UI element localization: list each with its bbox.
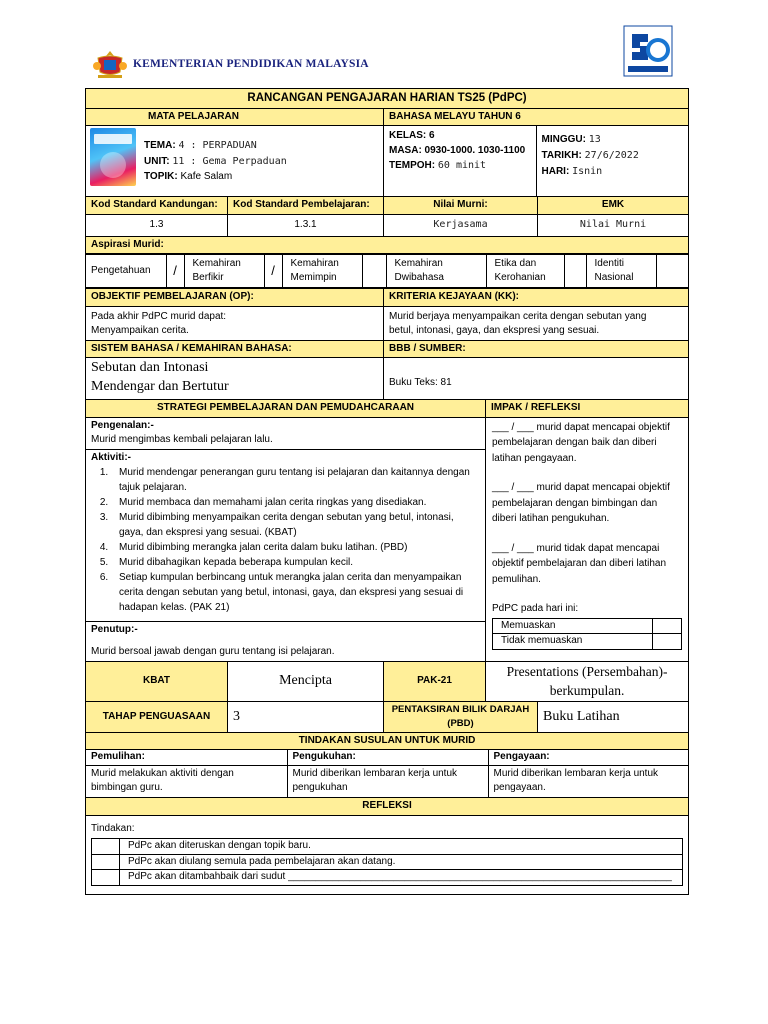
ksp-label: Kod Standard Pembelajaran: bbox=[228, 197, 384, 215]
aspirasi-item: Kemahiran Berfikir bbox=[184, 255, 264, 288]
kbat-label: KBAT bbox=[86, 661, 228, 702]
nilai-label: Nilai Murni: bbox=[384, 197, 538, 215]
aktiviti-item: 5. Murid dibahagikan kepada beberapa kumpulan kecil. bbox=[111, 555, 480, 570]
tindakan-checkbox[interactable] bbox=[92, 870, 120, 886]
refleksi-label: REFLEKSI bbox=[86, 798, 689, 816]
kk-text-2: betul, intonasi, gaya, dan ekspresi yang sesuai. bbox=[389, 325, 600, 337]
tema-label: TEMA: bbox=[144, 140, 176, 152]
topik-value: Kafe Salam bbox=[180, 171, 233, 183]
pemulihan-label: Pemulihan: bbox=[86, 750, 287, 765]
tidak-memuaskan-checkbox[interactable] bbox=[653, 634, 682, 650]
penutup-label: Penutup:- bbox=[91, 623, 138, 635]
pengayaan-text: Murid diberikan lembaran kerja untuk pengayaan. bbox=[488, 765, 689, 797]
bbb-value: Buku Teks: 81 bbox=[384, 358, 689, 400]
minggu-value: 13 bbox=[588, 134, 601, 146]
ksk-value: 1.3 bbox=[86, 214, 228, 236]
tahap-value: 3 bbox=[228, 702, 384, 733]
emk-label: EMK bbox=[538, 197, 689, 215]
pengayaan-label: Pengayaan: bbox=[488, 750, 689, 765]
page-title: RANCANGAN PENGAJARAN HARIAN TS25 (PdPC) bbox=[86, 89, 689, 109]
tahap-label: TAHAP PENGUASAAN bbox=[86, 702, 228, 733]
impak-label: IMPAK / REFLEKSI bbox=[486, 400, 689, 418]
strategi-label: STRATEGI PEMBELAJARAN DAN PEMUDAHCARAAN bbox=[86, 400, 486, 418]
objektif-text-2: Menyampaikan cerita. bbox=[91, 325, 189, 337]
tema-value: 4 : PERPADUAN bbox=[178, 140, 257, 152]
aspirasi-item: Kemahiran Memimpin bbox=[282, 255, 362, 288]
impak-text-1: ___ / ___ murid dapat mencapai objektif pembelajaran dengan baik dan diberi latihan pengayaan. bbox=[492, 421, 670, 464]
aspirasi-mark bbox=[362, 255, 386, 288]
pengukuhan-label: Pengukuhan: bbox=[287, 750, 488, 765]
pdpc-status-table bbox=[492, 618, 682, 650]
sistem-line-2: Mendengar dan Bertutur bbox=[91, 379, 229, 395]
aktiviti-item: 2. Murid membaca dan memahami jalan cerita ringkas yang disediakan. bbox=[111, 495, 480, 510]
objektif-text-1: Pada akhir PdPC murid dapat: bbox=[91, 310, 227, 322]
ksp-value: 1.3.1 bbox=[228, 214, 384, 236]
pak-value: Presentations (Persembahan)- berkumpulan. bbox=[486, 661, 689, 702]
aktiviti-item: 4. Murid dibimbing merangka jalan cerita dalam buku latihan. (PBD) bbox=[111, 540, 480, 555]
pengenalan-label: Pengenalan:- bbox=[91, 419, 154, 431]
hari-value: Isnin bbox=[572, 166, 603, 178]
susulan-label: TINDAKAN SUSULAN UNTUK MURID bbox=[86, 732, 689, 750]
penutup-text: Murid bersoal jawab dengan guru tentang isi pelajaran. bbox=[91, 646, 335, 658]
pbd-value: Buku Latihan bbox=[538, 702, 689, 733]
sistem-label: SISTEM BAHASA / KEMAHIRAN BAHASA: bbox=[86, 340, 384, 358]
sistem-line-1: Sebutan dan Intonasi bbox=[91, 360, 209, 376]
aspirasi-item: Identiti Nasional bbox=[586, 255, 656, 288]
aktiviti-item: 6. Setiap kumpulan berbincang untuk merangka jalan cerita dan menyampaikan cerita dengan sebutan yang betul, intonasi, gaya, dan ekspresi yang sesuai di hadapan kelas. (PAK 21) bbox=[111, 570, 480, 615]
ksk-label: Kod Standard Kandungan: bbox=[86, 197, 228, 215]
malaysia-crest-icon bbox=[92, 50, 128, 80]
page-header bbox=[0, 0, 768, 88]
lesson-plan-table bbox=[85, 88, 689, 895]
tindakan-option: PdPc akan diteruskan dengan topik baru. bbox=[120, 839, 683, 855]
aktiviti-item: 1. Murid mendengar penerangan guru tentang isi pelajaran dan kaitannya dengan tajuk pelajaran. bbox=[111, 465, 480, 495]
impak-text-3: ___ / ___ murid tidak dapat mencapai objektif pembelajaran dan diberi latihan pemulihan. bbox=[492, 542, 667, 585]
tindakan-options bbox=[91, 838, 683, 886]
tindakan-option: PdPc akan ditambahbaik dari sudut _____________________________________________________________________ bbox=[120, 870, 683, 886]
memuaskan-option: Memuaskan bbox=[493, 618, 653, 634]
aspirasi-item: Etika dan Kerohanian bbox=[486, 255, 564, 288]
kk-label: KRITERIA KEJAYAAN (KK): bbox=[384, 289, 689, 307]
pengenalan-text: Murid mengimbas kembali pelajaran lalu. bbox=[91, 434, 273, 446]
unit-label: UNIT: bbox=[144, 155, 170, 167]
tempoh-label: TEMPOH: bbox=[389, 160, 436, 172]
unit-value: 11 : Gema Perpaduan bbox=[172, 155, 287, 167]
impak-text-2: ___ / ___ murid dapat mencapai objektif pembelajaran dengan bimbingan dan diberi latihan pengukuhan. bbox=[492, 482, 670, 525]
textbook-cover-image bbox=[90, 128, 136, 186]
tindakan-checkbox[interactable] bbox=[92, 854, 120, 870]
pemulihan-text: Murid melakukan aktiviti dengan bimbingan guru. bbox=[86, 765, 287, 797]
tindakan-checkbox[interactable] bbox=[92, 839, 120, 855]
aspirasi-item: Pengetahuan bbox=[86, 255, 166, 288]
kk-text-1: Murid berjaya menyampaikan cerita dengan sebutan yang bbox=[389, 310, 647, 322]
tindakan-label: Tindakan: bbox=[91, 822, 135, 834]
hari-label: HARI: bbox=[541, 166, 570, 178]
aspirasi-label: Aspirasi Murid: bbox=[86, 236, 689, 254]
tarikh-value: 27/6/2022 bbox=[584, 150, 639, 162]
objektif-label: OBJEKTIF PEMBELAJARAN (OP): bbox=[86, 289, 384, 307]
ts25-logo-icon bbox=[622, 24, 674, 78]
aktiviti-list bbox=[111, 465, 480, 615]
tempoh-value: 60 minit bbox=[437, 160, 487, 172]
nilai-value: Kerjasama bbox=[384, 214, 538, 236]
aktiviti-item: 3. Murid dibimbing menyampaikan cerita dengan sebutan yang betul, intonasi, gaya, dan ekspresi yang sesuai. (KBAT) bbox=[111, 510, 480, 540]
emk-value: Nilai Murni bbox=[538, 214, 689, 236]
memuaskan-checkbox[interactable] bbox=[653, 618, 682, 634]
minggu-label: MINGGU: bbox=[541, 134, 586, 146]
susulan-grid bbox=[86, 750, 689, 797]
pengukuhan-text: Murid diberikan lembaran kerja untuk pengukuhan bbox=[287, 765, 488, 797]
topik-label: TOPIK: bbox=[144, 171, 178, 183]
aspirasi-item: Kemahiran Dwibahasa bbox=[386, 255, 486, 288]
masa-label: MASA: 0930-1000. 1030-1100 bbox=[389, 145, 526, 157]
aspirasi-mark: / bbox=[166, 255, 184, 288]
aktiviti-label: Aktiviti:- bbox=[91, 451, 131, 463]
tarikh-label: TARIKH: bbox=[541, 150, 582, 162]
subject-value: BAHASA MELAYU TAHUN 6 bbox=[384, 108, 689, 126]
pak-label: PAK-21 bbox=[384, 661, 486, 702]
aspirasi-mark bbox=[564, 255, 586, 288]
bbb-label: BBB / SUMBER: bbox=[384, 340, 689, 358]
kbat-value: Mencipta bbox=[228, 661, 384, 702]
subject-label: MATA PELAJARAN bbox=[86, 108, 384, 126]
kelas-label: KELAS: 6 bbox=[389, 130, 435, 142]
ministry-name: KEMENTERIAN PENDIDIKAN MALAYSIA bbox=[133, 58, 369, 70]
tindakan-option: PdPc akan diulang semula pada pembelajaran akan datang. bbox=[120, 854, 683, 870]
aspirasi-mark bbox=[656, 255, 689, 288]
tidak-memuaskan-option: Tidak memuaskan bbox=[493, 634, 653, 650]
pdpc-label: PdPC pada hari ini: bbox=[492, 603, 579, 615]
aspirasi-mark: / bbox=[264, 255, 282, 288]
aspirasi-grid bbox=[86, 254, 689, 288]
pbd-label: PENTAKSIRAN BILIK DARJAH (PBD) bbox=[384, 702, 538, 733]
